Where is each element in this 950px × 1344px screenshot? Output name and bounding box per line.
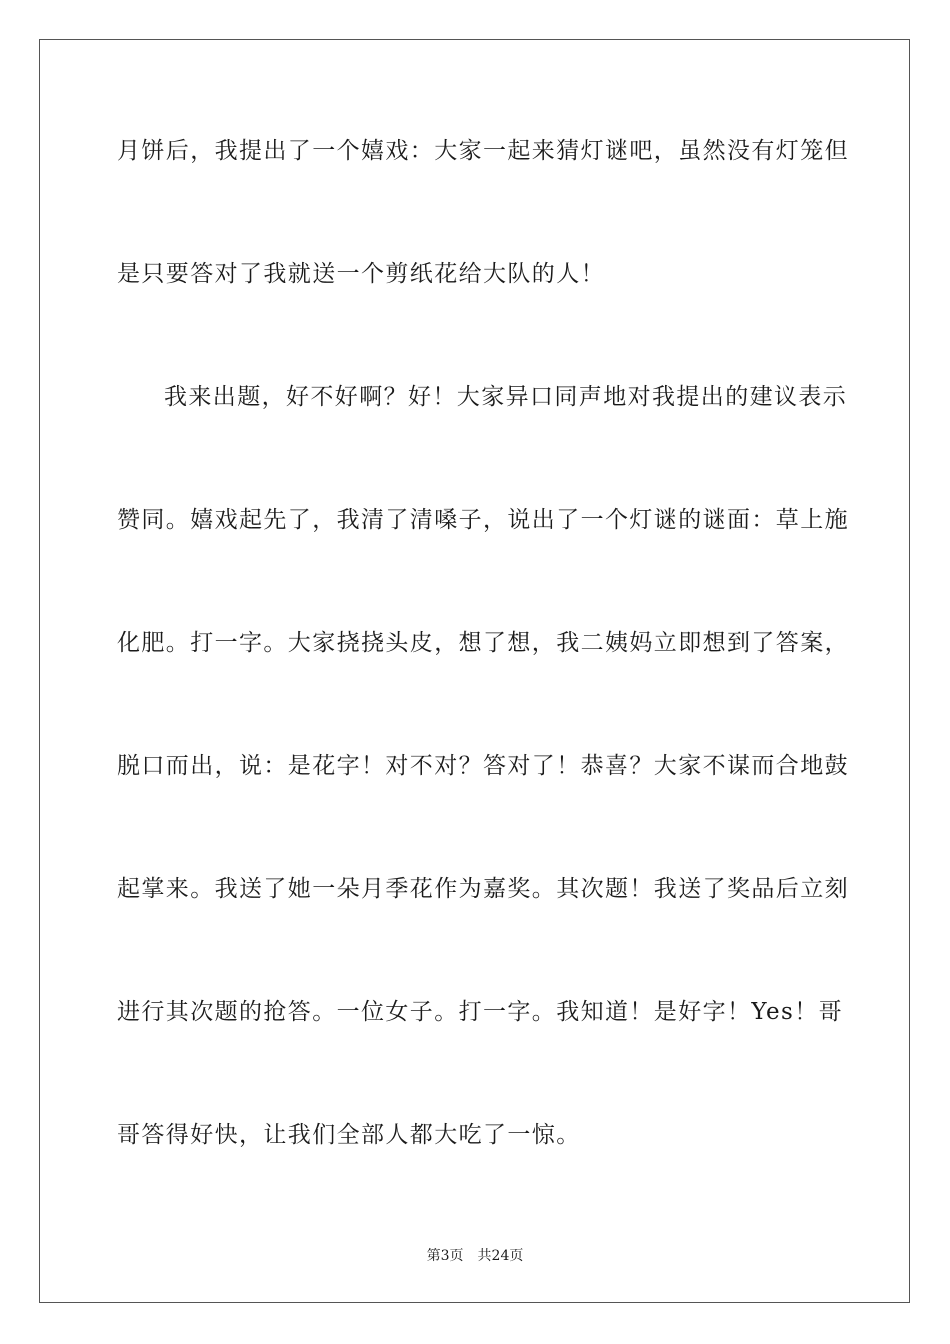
body-line: 进行其次题的抢答。一位女子。打一字。我知道！是好字！Yes！哥 (117, 999, 843, 1025)
page-footer (0, 1247, 950, 1265)
body-line: 哥答得好快，让我们全部人都大吃了一惊。 (117, 1122, 581, 1148)
paragraph-line: 我来出题，好不好啊？好！大家异口同声地对我提出的建议表示 (164, 384, 848, 410)
body-line: 月饼后，我提出了一个嬉戏：大家一起来猜灯谜吧，虽然没有灯笼但 (117, 138, 849, 164)
body-line: 化肥。打一字。大家挠挠头皮，想了想，我二姨妈立即想到了答案， (117, 630, 849, 656)
body-line: 起掌来。我送了她一朵月季花作为嘉奖。其次题！我送了奖品后立刻 (117, 876, 849, 902)
page-total: 共24页 (477, 1248, 524, 1264)
body-line: 赞同。嬉戏起先了，我清了清嗓子，说出了一个灯谜的谜面：草上施 (117, 507, 849, 533)
page-number: 第3页 (426, 1248, 464, 1264)
body-line: 脱口而出，说：是花字！对不对？答对了！恭喜？大家不谋而合地鼓 (117, 753, 849, 779)
body-line: 是只要答对了我就送一个剪纸花给大队的人！ (117, 261, 605, 287)
page-border (39, 39, 910, 1303)
